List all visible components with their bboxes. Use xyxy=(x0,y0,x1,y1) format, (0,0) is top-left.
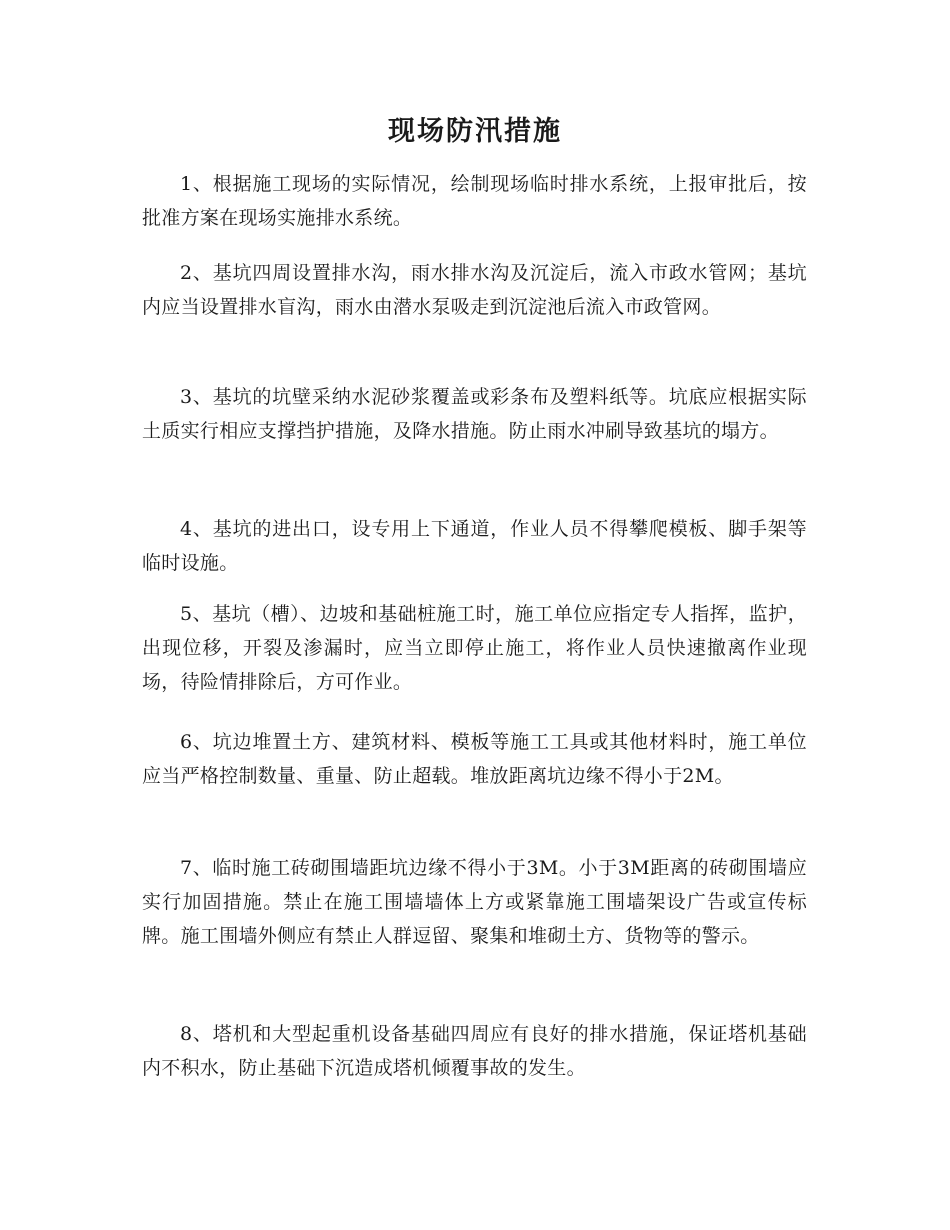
paragraph-6: 6、坑边堆置土方、建筑材料、模板等施工工具或其他材料时，施工单位应当严格控制数量、重量、防止超载。堆放距离坑边缘不得小于2M。 xyxy=(142,731,807,787)
page-title: 现场防汛措施 xyxy=(388,116,562,147)
paragraph-7: 7、临时施工砖砌围墙距坑边缘不得小于3M。小于3M距离的砖砌围墙应实行加固措施。禁止在施工围墙墙体上方或紧靠施工围墙架设广告或宣传标牌。施工围墙外侧应有禁止人群逗留、聚集和堆砌土方、货物等的警示。 xyxy=(142,857,807,947)
paragraph-2: 2、基坑四周设置排水沟，雨水排水沟及沉淀后，流入市政水管网；基坑内应当设置排水盲沟，雨水由潜水泵吸走到沉淀池后流入市政管网。 xyxy=(142,262,807,318)
paragraph-5: 5、基坑（槽）、边坡和基础桩施工时，施工单位应指定专人指挥，监护，出现位移，开裂及渗漏时，应当立即停止施工，将作业人员快速撤离作业现场，待险情排除后，方可作业。 xyxy=(142,603,807,693)
paragraph-8: 8、塔机和大型起重机设备基础四周应有良好的排水措施，保证塔机基础内不积水，防止基础下沉造成塔机倾覆事故的发生。 xyxy=(142,1023,807,1079)
paragraph-4: 4、基坑的进出口，设专用上下通道，作业人员不得攀爬模板、脚手架等临时设施。 xyxy=(142,518,807,574)
paragraph-1: 1、根据施工现场的实际情况，绘制现场临时排水系统，上报审批后，按批准方案在现场实施排水系统。 xyxy=(142,173,807,229)
paragraph-3: 3、基坑的坑壁采纳水泥砂浆覆盖或彩条布及塑料纸等。坑底应根据实际土质实行相应支撑挡护措施，及降水措施。防止雨水冲刷导致基坑的塌方。 xyxy=(142,386,807,442)
